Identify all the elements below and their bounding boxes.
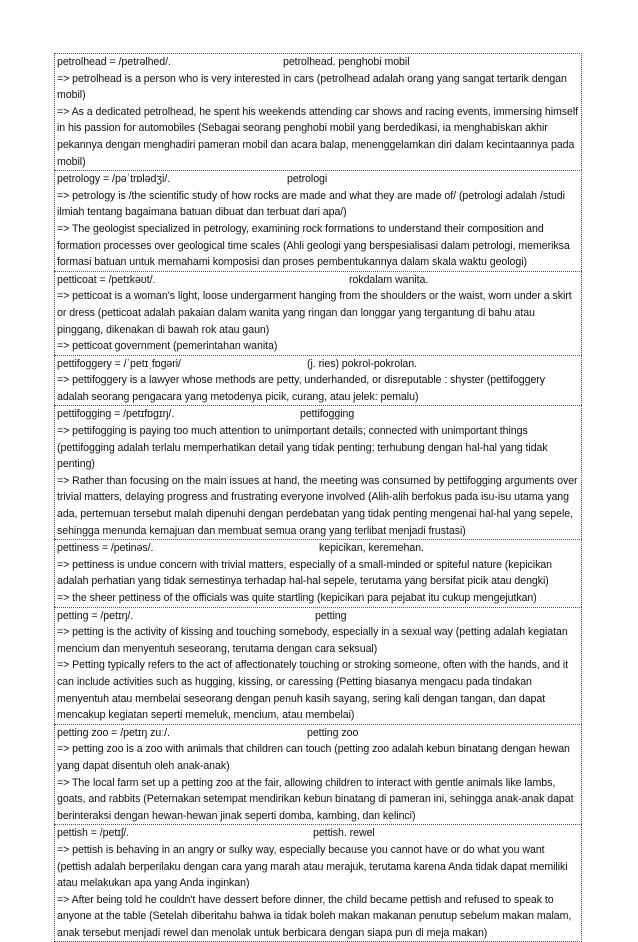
headword: petrolhead = /petrəlhed/. <box>57 56 171 68</box>
dictionary-entry <box>54 724 582 825</box>
definition-line: => petticoat is a woman's light, loose undergarment hanging from the shoulders or the waist, worn under a skirt or dress (petticoat adalah pakaian dalam wanita yang ringan dan longgar yang tergantung di bahu atau pinggang, dikenakan di bawah rok atau gaun) <box>57 290 572 336</box>
definition-line: => petrolhead is a person who is very interested in cars (petrolhead adalah orang yang sangat tertarik dengan mobil) <box>57 72 567 102</box>
definition-line: => pettish is behaving in an angry or sulky way, especially because you cannot have or do what you want (pettish adalah berperilaku dengan cara yang marah atau merajuk, terutama karena Anda tidak dapat memiliki atau melakukan apa yang Anda inginkan) <box>57 843 568 890</box>
entry-headword-line <box>57 540 579 557</box>
dictionary-entry <box>54 271 582 355</box>
definition-line: => Rather than focusing on the main issues at hand, the meeting was consumed by pettifogging arguments over trivial matters, delaying progress and frustrating everyone involved (Alih-alih berfokus pada isu-isu utama yang ada, pertemuan tersebut malah dipenuhi dengan perdebatan yang tidak penting mengenai hal-hal yang sepele, sehingga menunda kemajuan dan membuat semua orang yang terlibat menjadi frustasi) <box>57 474 578 537</box>
headword: petticoat = /petɪkəʊt/. <box>57 273 156 286</box>
dictionary-entry <box>54 539 582 606</box>
entry-headword-line <box>57 356 579 373</box>
dictionary-entry <box>54 607 582 724</box>
headword: petting = /petɪŋ/. <box>57 609 134 622</box>
definition-line: => pettifoggery is a lawyer whose methods are petty, underhanded, or disreputable : shyster (pettifoggery adalah seorang pengacara yang metodenya picik, curang, atau jelek: pemalu) <box>57 374 546 403</box>
translation: petrolhead. penghobi mobil <box>283 56 410 68</box>
definition-line: => Petting typically refers to the act of affectionately touching or stroking someone, often with the hands, and it can include activities such as hugging, kissing, or caressing (Petting biasanya mengacu pada tindakan menyentuh atau membelai seseorang dengan penuh kasih sayang, sering kali dengan tangan, dan dapat mencakup kegiatan seperti memeluk, mencium, atau membelai) <box>57 659 569 722</box>
translation: pettifogging <box>300 408 355 421</box>
entry-headword-line <box>57 272 579 289</box>
translation: petting <box>315 609 347 622</box>
dictionary-entry <box>54 405 582 539</box>
dictionary-page <box>54 53 582 942</box>
dictionary-entry <box>54 824 582 942</box>
translation: pettish. rewel <box>313 827 375 840</box>
entry-headword-line <box>57 608 579 625</box>
definition-line: => petting zoo is a zoo with animals that children can touch (petting zoo adalah kebun binatang dengan hewan yang dapat disentuh oleh anak-anak) <box>57 743 570 772</box>
translation: (j. ries) pokrol-pokrolan. <box>307 357 417 370</box>
definition-line: => petrology is /the scientific study of how rocks are made and what they are made of/ (petrologi adalah /studi ilmiah tentang bagaimana batuan dibuat dan terbuat dari apa/) <box>57 189 565 219</box>
dictionary-entry <box>54 53 582 170</box>
translation: petrologi <box>287 173 328 186</box>
translation: kepicikan, keremehan. <box>319 542 424 555</box>
entry-headword-line <box>57 54 579 71</box>
entry-headword-line <box>57 825 579 842</box>
definition-line: => As a dedicated petrolhead, he spent his weekends attending car shows and racing events, immersing himself in his passion for automobiles (Sebagai seorang penghobi mobil yang berdedikasi, ia menghabiskan akhir pekannya dengan menghadiri pameran mobil dan acara balap, menenggelamkan diri dalam kecintaannya pada mobil) <box>57 105 579 168</box>
entry-headword-line <box>57 725 579 742</box>
dictionary-entry <box>54 170 582 271</box>
definition-line: => petting is the activity of kissing and touching somebody, especially in a sexual way (petting adalah kegiatan mencium dan menyentuh seseorang, terutama dengan cara seksual) <box>57 626 568 655</box>
definition-line: => After being told he couldn't have dessert before dinner, the child became pettish and refused to speak to anyone at the table (Setelah diberitahu bahwa ia tidak boleh makan makanan penutup sebelum makan malam, anak tersebut menjadi rewel dan menolak untuk berbicara dengan siapa pun di meja makan) <box>57 893 572 939</box>
dictionary-entry <box>54 355 582 406</box>
definition-line: => pettifogging is paying too much attention to unimportant details; connected with unimportant things (pettifogging adalah terlalu memperhatikan detail yang tidak penting; terhubung dengan hal-hal yang tidak penting) <box>57 425 548 471</box>
headword: pettiness = /petinəs/. <box>57 542 154 555</box>
entry-headword-line <box>57 406 579 423</box>
headword: pettish = /petɪʃ/. <box>57 827 130 840</box>
translation: petting zoo <box>307 726 359 739</box>
definition-line: => The geologist specialized in petrology, examining rock formations to understand their composition and formation processes over geological time scales (Ahli geologi yang berspesialisasi dalam petrologi, memeriksa formasi batuan untuk memahami komposisi dan proses pembentukannya dalam skala waktu geologi) <box>57 222 570 269</box>
definition-line: => petticoat government (pemerintahan wanita) <box>57 340 278 353</box>
definition-line: => The local farm set up a petting zoo at the fair, allowing children to interact with gentle animals like lambs, goats, and rabbits (Peternakan setempat mendirikan kebun binatang di pameran ini, sehingga anak-anak dapat berinteraksi dengan hewan-hewan jinak seperti domba, kambing, dan kelinci) <box>57 776 574 822</box>
headword: pettifogging = /petɪfɒgɪŋ/. <box>57 408 175 421</box>
headword: petting zoo = /petɪŋ zuː/. <box>57 726 170 739</box>
headword: pettifoggery = /ˈpetɪˌfɒgəri/ <box>57 357 181 370</box>
headword: petrology = /pəˈtrɒlədʒi/. <box>57 173 171 186</box>
definition-line: => pettiness is undue concern with trivial matters, especially of a small-minded or spiteful nature (kepicikan adalah perhatian yang tidak semestinya terhadap hal-hal sepele, terutama yang bersifat picik atau dengki) <box>57 558 552 588</box>
definition-line: => the sheer pettiness of the officials was quite startling (kepicikan para pejabat itu cukup mengejutkan) <box>57 592 537 604</box>
translation: rokdalam wanita. <box>349 273 429 286</box>
entry-headword-line <box>57 171 579 188</box>
